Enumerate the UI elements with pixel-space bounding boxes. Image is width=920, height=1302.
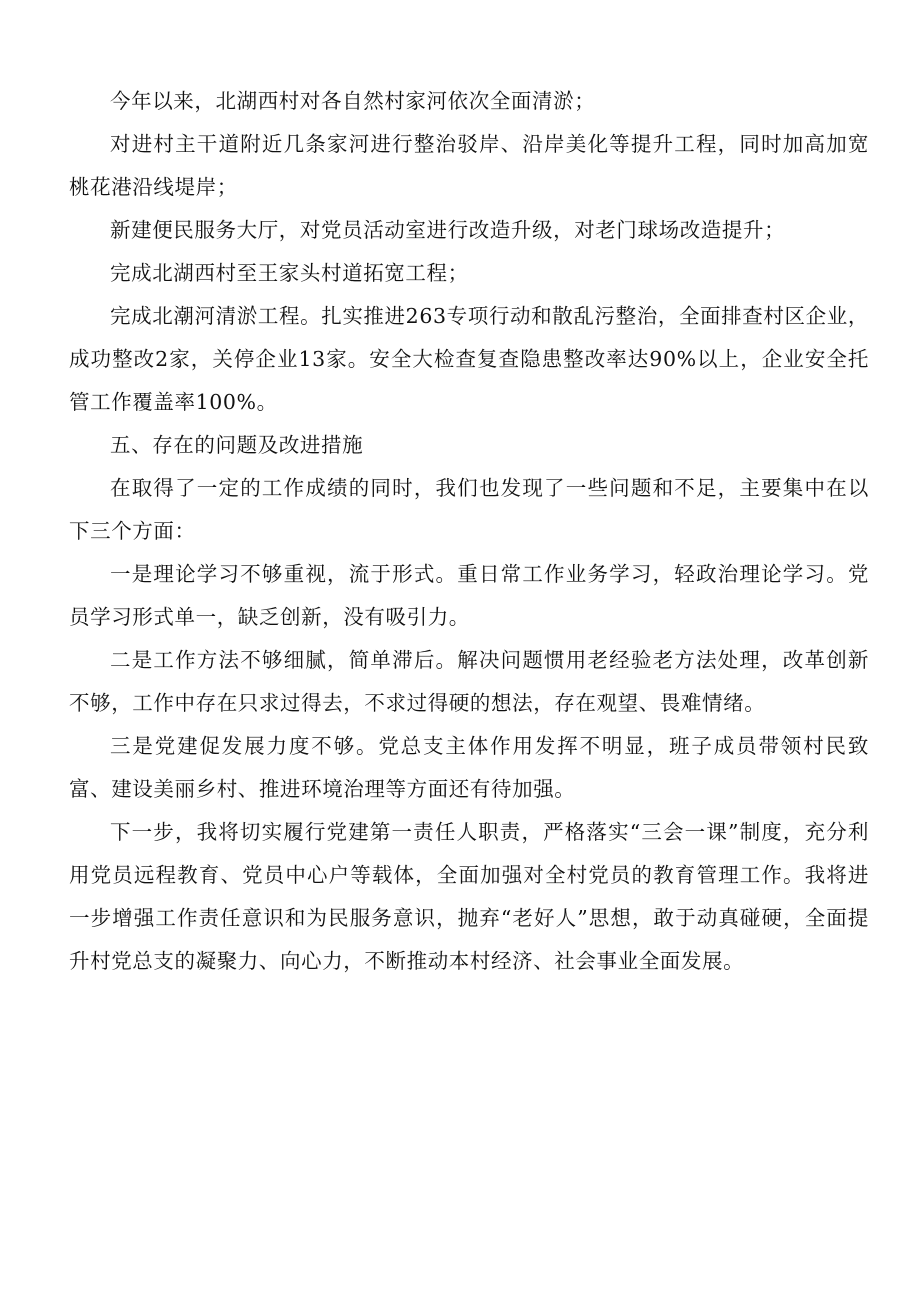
paragraph-road-widening: 完成北湖西村至王家头村道拓宽工程； bbox=[110, 261, 469, 285]
paragraph-dredging: 今年以来，北湖西村对各自然村家河依次全面清淤； bbox=[110, 89, 596, 113]
paragraph-next-steps: 下一步，我将切实履行党建第一责任人职责，严格落实“三会一课”制度，充分利用党员远程教育、党员中心户等载体，全面加强对全村党员的教育管理工作。我将进一步增强工作责任意识和为民服务意识，抛弃“老好人”思想，敢于动真碰硬，全面提升村党总支的凝聚力、向心力，不断推动本村经济、社会事业全面发展。 bbox=[69, 820, 869, 973]
paragraph-service-hall: 新建便民服务大厅，对党员活动室进行改造升级，对老门球场改造提升； bbox=[110, 218, 786, 242]
paragraph-problem-two: 二是工作方法不够细腻，简单滞后。解决问题惯用老经验老方法处理，改革创新不够，工作中存在只求过得去，不求过得硬的想法，存在观望、畏难情绪。 bbox=[69, 648, 869, 715]
paragraph-problem-three: 三是党建促发展力度不够。党总支主体作用发挥不明显，班子成员带领村民致富、建设美丽乡村、推进环境治理等方面还有待加强。 bbox=[69, 734, 869, 801]
document-body bbox=[69, 80, 869, 983]
section-heading-problems: 五、存在的问题及改进措施 bbox=[110, 433, 364, 457]
paragraph-river-cleanup: 完成北潮河清淤工程。扎实推进263专项行动和散乱污整治，全面排查村区企业，成功整改2家，关停企业13家。安全大检查复查隐患整改率达90%以上，企业安全托管工作覆盖率100%。 bbox=[69, 304, 869, 414]
paragraph-problems-intro: 在取得了一定的工作成绩的同时，我们也发现了一些问题和不足，主要集中在以下三个方面： bbox=[69, 476, 869, 543]
paragraph-riverbank: 对进村主干道附近几条家河进行整治驳岸、沿岸美化等提升工程，同时加高加宽桃花港沿线堤岸； bbox=[69, 132, 869, 199]
paragraph-problem-one: 一是理论学习不够重视，流于形式。重日常工作业务学习，轻政治理论学习。党员学习形式单一，缺乏创新，没有吸引力。 bbox=[69, 562, 869, 629]
